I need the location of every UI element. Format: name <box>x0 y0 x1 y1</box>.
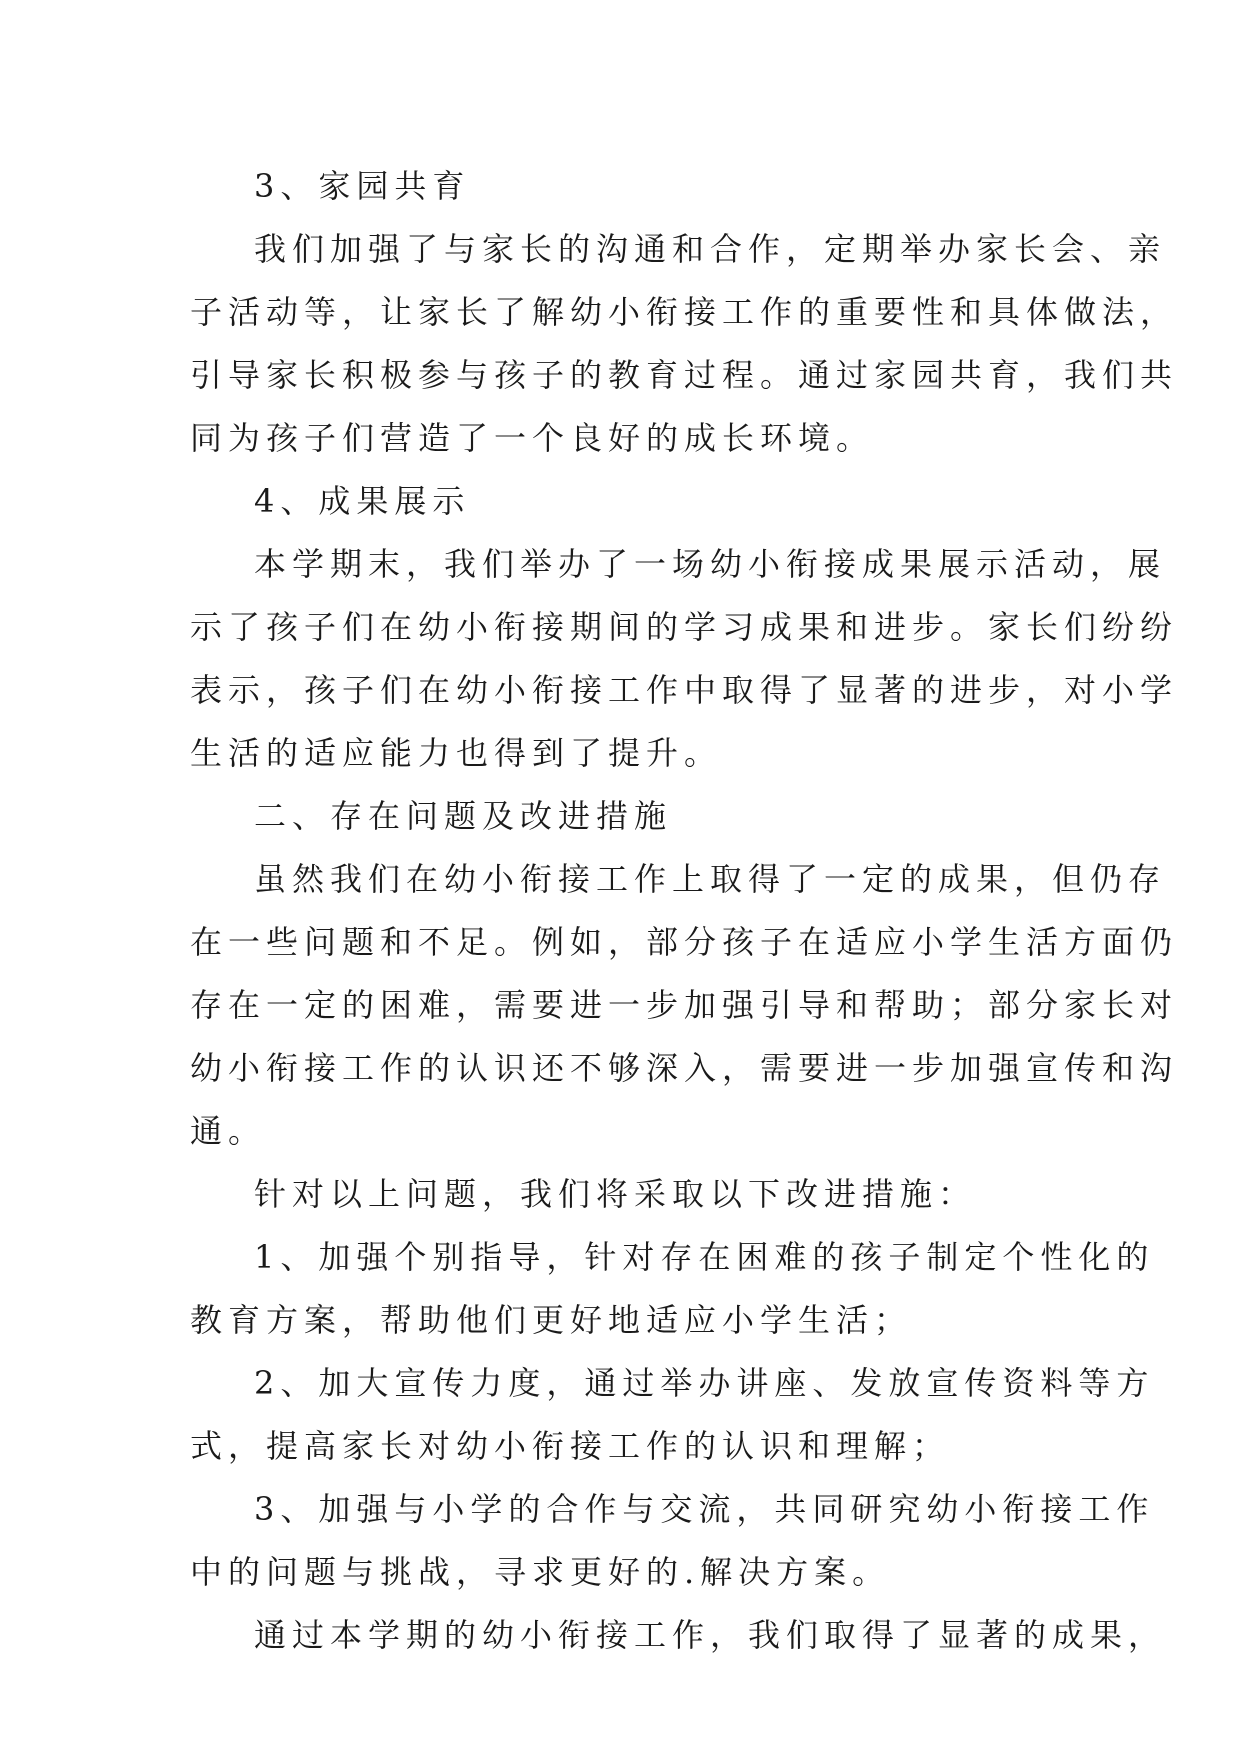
paragraph-line: 引导家长积极参与孩子的教育过程。通过家园共育，我们共 <box>190 356 1179 394</box>
paragraph-line: 针对以上问题，我们将采取以下改进措施： <box>254 1175 977 1213</box>
paragraph-line: 示了孩子们在幼小衔接期间的学习成果和进步。家长们纷纷 <box>190 608 1179 646</box>
paragraph-line: 生活的适应能力也得到了提升。 <box>190 734 723 772</box>
section-heading-problems: 二、存在问题及改进措施 <box>254 797 673 835</box>
paragraph-line: 通过本学期的幼小衔接工作，我们取得了显著的成果， <box>254 1616 1167 1654</box>
list-item-line: 教育方案，帮助他们更好地适应小学生活； <box>190 1301 913 1339</box>
list-item-line: 中的问题与挑战，寻求更好的.解决方案。 <box>190 1553 891 1591</box>
paragraph-line: 我们加强了与家长的沟通和合作，定期举办家长会、亲 <box>254 230 1167 268</box>
paragraph-line: 子活动等，让家长了解幼小衔接工作的重要性和具体做法， <box>190 293 1179 331</box>
paragraph-line: 通。 <box>190 1112 267 1150</box>
paragraph-line: 表示，孩子们在幼小衔接工作中取得了显著的进步，对小学 <box>190 671 1179 709</box>
paragraph-line: 本学期末，我们举办了一场幼小衔接成果展示活动，展 <box>254 545 1167 583</box>
list-item-line: 式，提高家长对幼小衔接工作的认识和理解； <box>190 1427 951 1465</box>
section-heading-home-school: 3、家园共育 <box>254 167 471 205</box>
paragraph-line: 在一些问题和不足。例如，部分孩子在适应小学生活方面仍 <box>190 923 1179 961</box>
list-item-line: 3、加强与小学的合作与交流，共同研究幼小衔接工作 <box>254 1490 1155 1528</box>
paragraph-line: 虽然我们在幼小衔接工作上取得了一定的成果，但仍存 <box>254 860 1167 898</box>
paragraph-line: 同为孩子们营造了一个良好的成长环境。 <box>190 419 875 457</box>
list-item-line: 1、加强个别指导，针对存在困难的孩子制定个性化的 <box>254 1238 1155 1276</box>
section-heading-results: 4、成果展示 <box>254 482 471 520</box>
paragraph-line: 存在一定的困难，需要进一步加强引导和帮助；部分家长对 <box>190 986 1179 1024</box>
paragraph-line: 幼小衔接工作的认识还不够深入，需要进一步加强宣传和沟 <box>190 1049 1179 1087</box>
list-item-line: 2、加大宣传力度，通过举办讲座、发放宣传资料等方 <box>254 1364 1155 1402</box>
